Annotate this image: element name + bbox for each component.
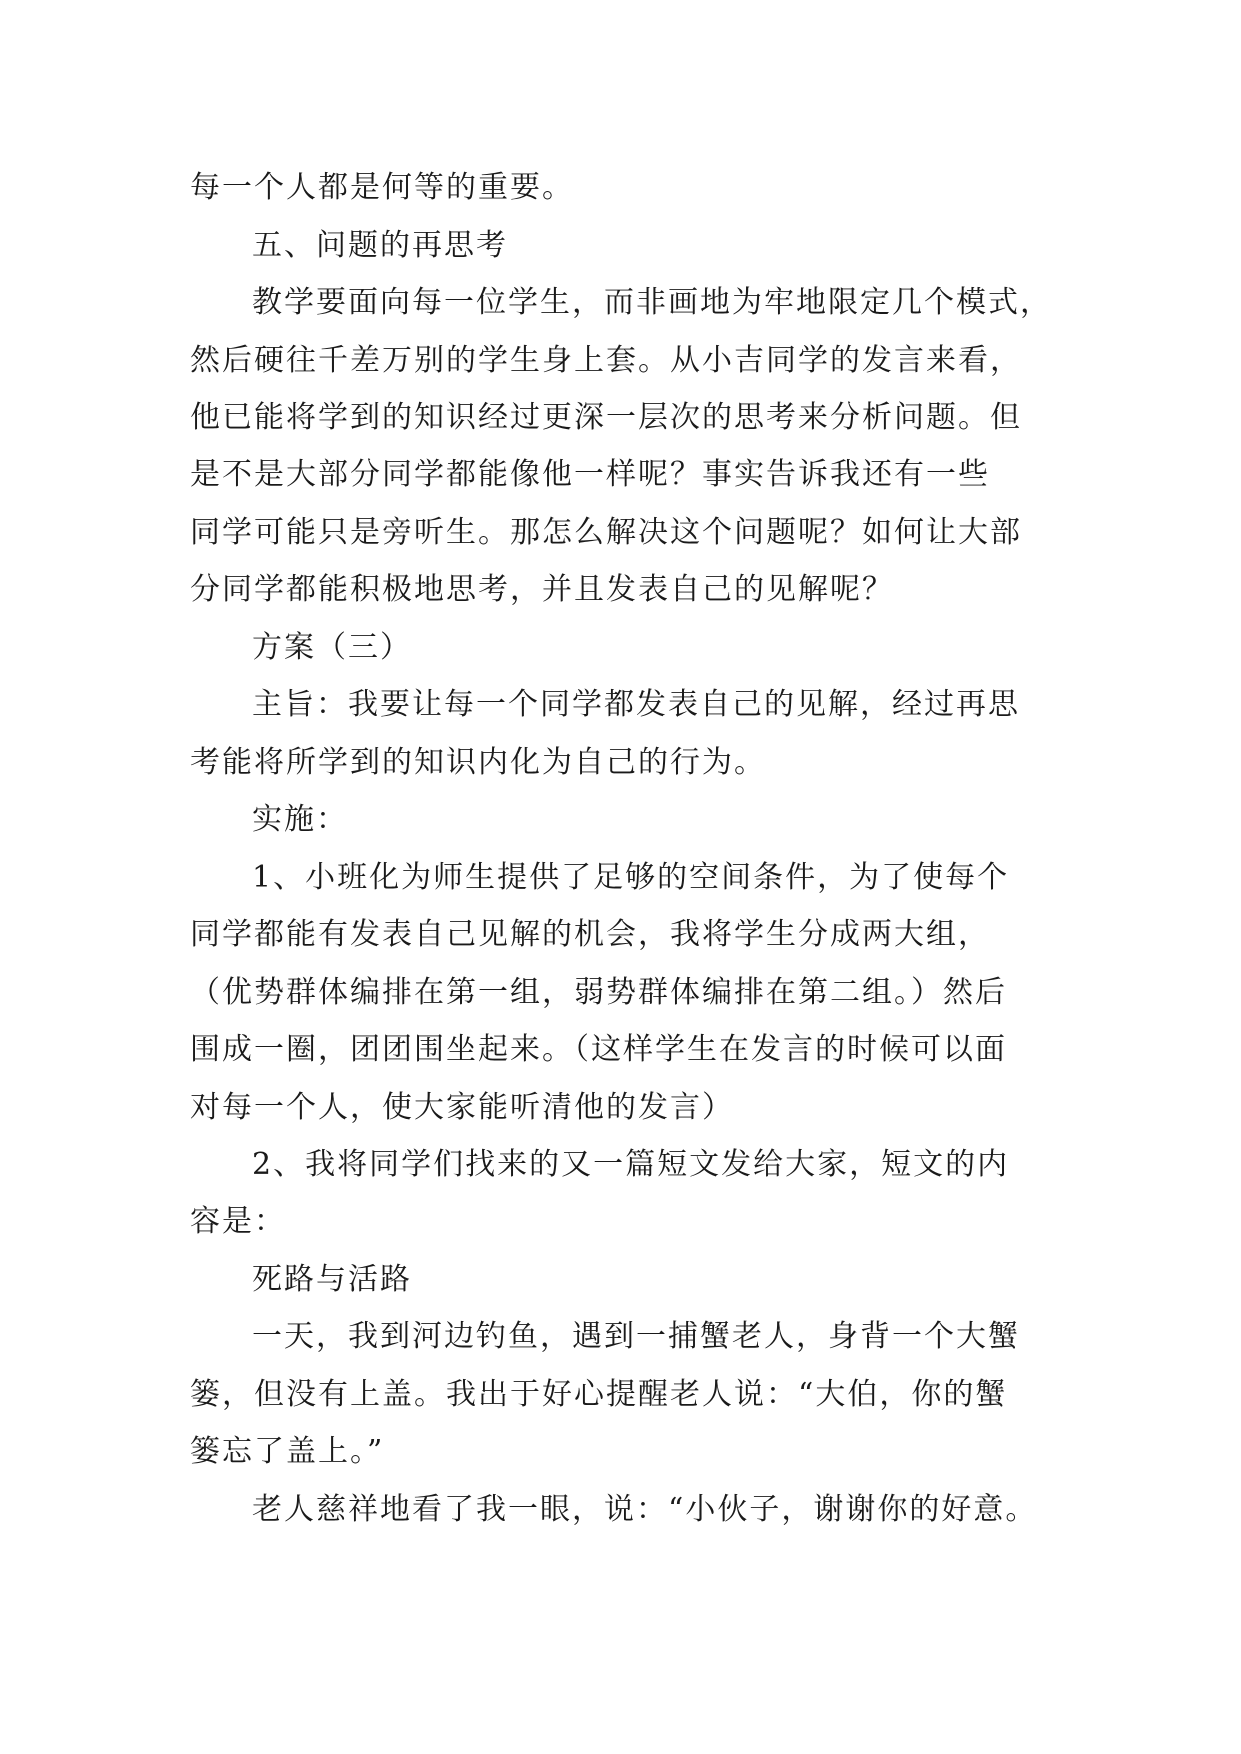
text-line: 篓，但没有上盖。我出于好心提醒老人说：“大伯，你的蟹 (190, 1377, 1008, 1412)
story-title: 死路与活路 (252, 1262, 412, 1297)
text-line: 主旨：我要让每一个同学都发表自己的见解，经过再思 (252, 687, 1020, 722)
text-line: 考能将所学到的知识内化为自己的行为。 (190, 745, 766, 780)
text-line: 篓忘了盖上。” (190, 1434, 385, 1469)
text-line: 同学都能有发表自己见解的机会，我将学生分成两大组， (190, 917, 990, 952)
subheading: 实施： (252, 802, 348, 837)
text-line: 教学要面向每一位学生，而非画地为牢地限定几个模式， (252, 285, 1052, 320)
text-line: 老人慈祥地看了我一眼，说：“小伙子，谢谢你的好意。 (252, 1492, 1038, 1527)
text-line: 一天，我到河边钓鱼，遇到一捕蟹老人，身背一个大蟹 (252, 1319, 1020, 1354)
text-line: 他已能将学到的知识经过更深一层次的思考来分析问题。但 (190, 400, 1022, 435)
text-line: 2、我将同学们找来的又一篇短文发给大家，短文的内 (252, 1147, 1010, 1182)
section-heading: 五、问题的再思考 (252, 228, 508, 263)
text-line: 分同学都能积极地思考，并且发表自己的见解呢？ (190, 572, 894, 607)
text-line: 每一个人都是何等的重要。 (190, 170, 574, 205)
text-line: （优势群体编排在第一组，弱势群体编排在第二组。）然后 (190, 975, 1007, 1010)
text-line: 是不是大部分同学都能像他一样呢？事实告诉我还有一些 (190, 457, 990, 492)
text-line: 对每一个人，使大家能听清他的发言） (190, 1090, 734, 1125)
text-line: 然后硬往千差万别的学生身上套。从小吉同学的发言来看， (190, 343, 1022, 378)
text-line: 容是： (190, 1204, 286, 1239)
text-line: 围成一圈，团团围坐起来。（这样学生在发言的时候可以面 (190, 1032, 1007, 1067)
text-line: 同学可能只是旁听生。那怎么解决这个问题呢？如何让大部 (190, 515, 1022, 550)
text-line: 1、小班化为师生提供了足够的空间条件，为了使每个 (252, 860, 1010, 895)
subheading: 方案（三） (252, 630, 412, 665)
